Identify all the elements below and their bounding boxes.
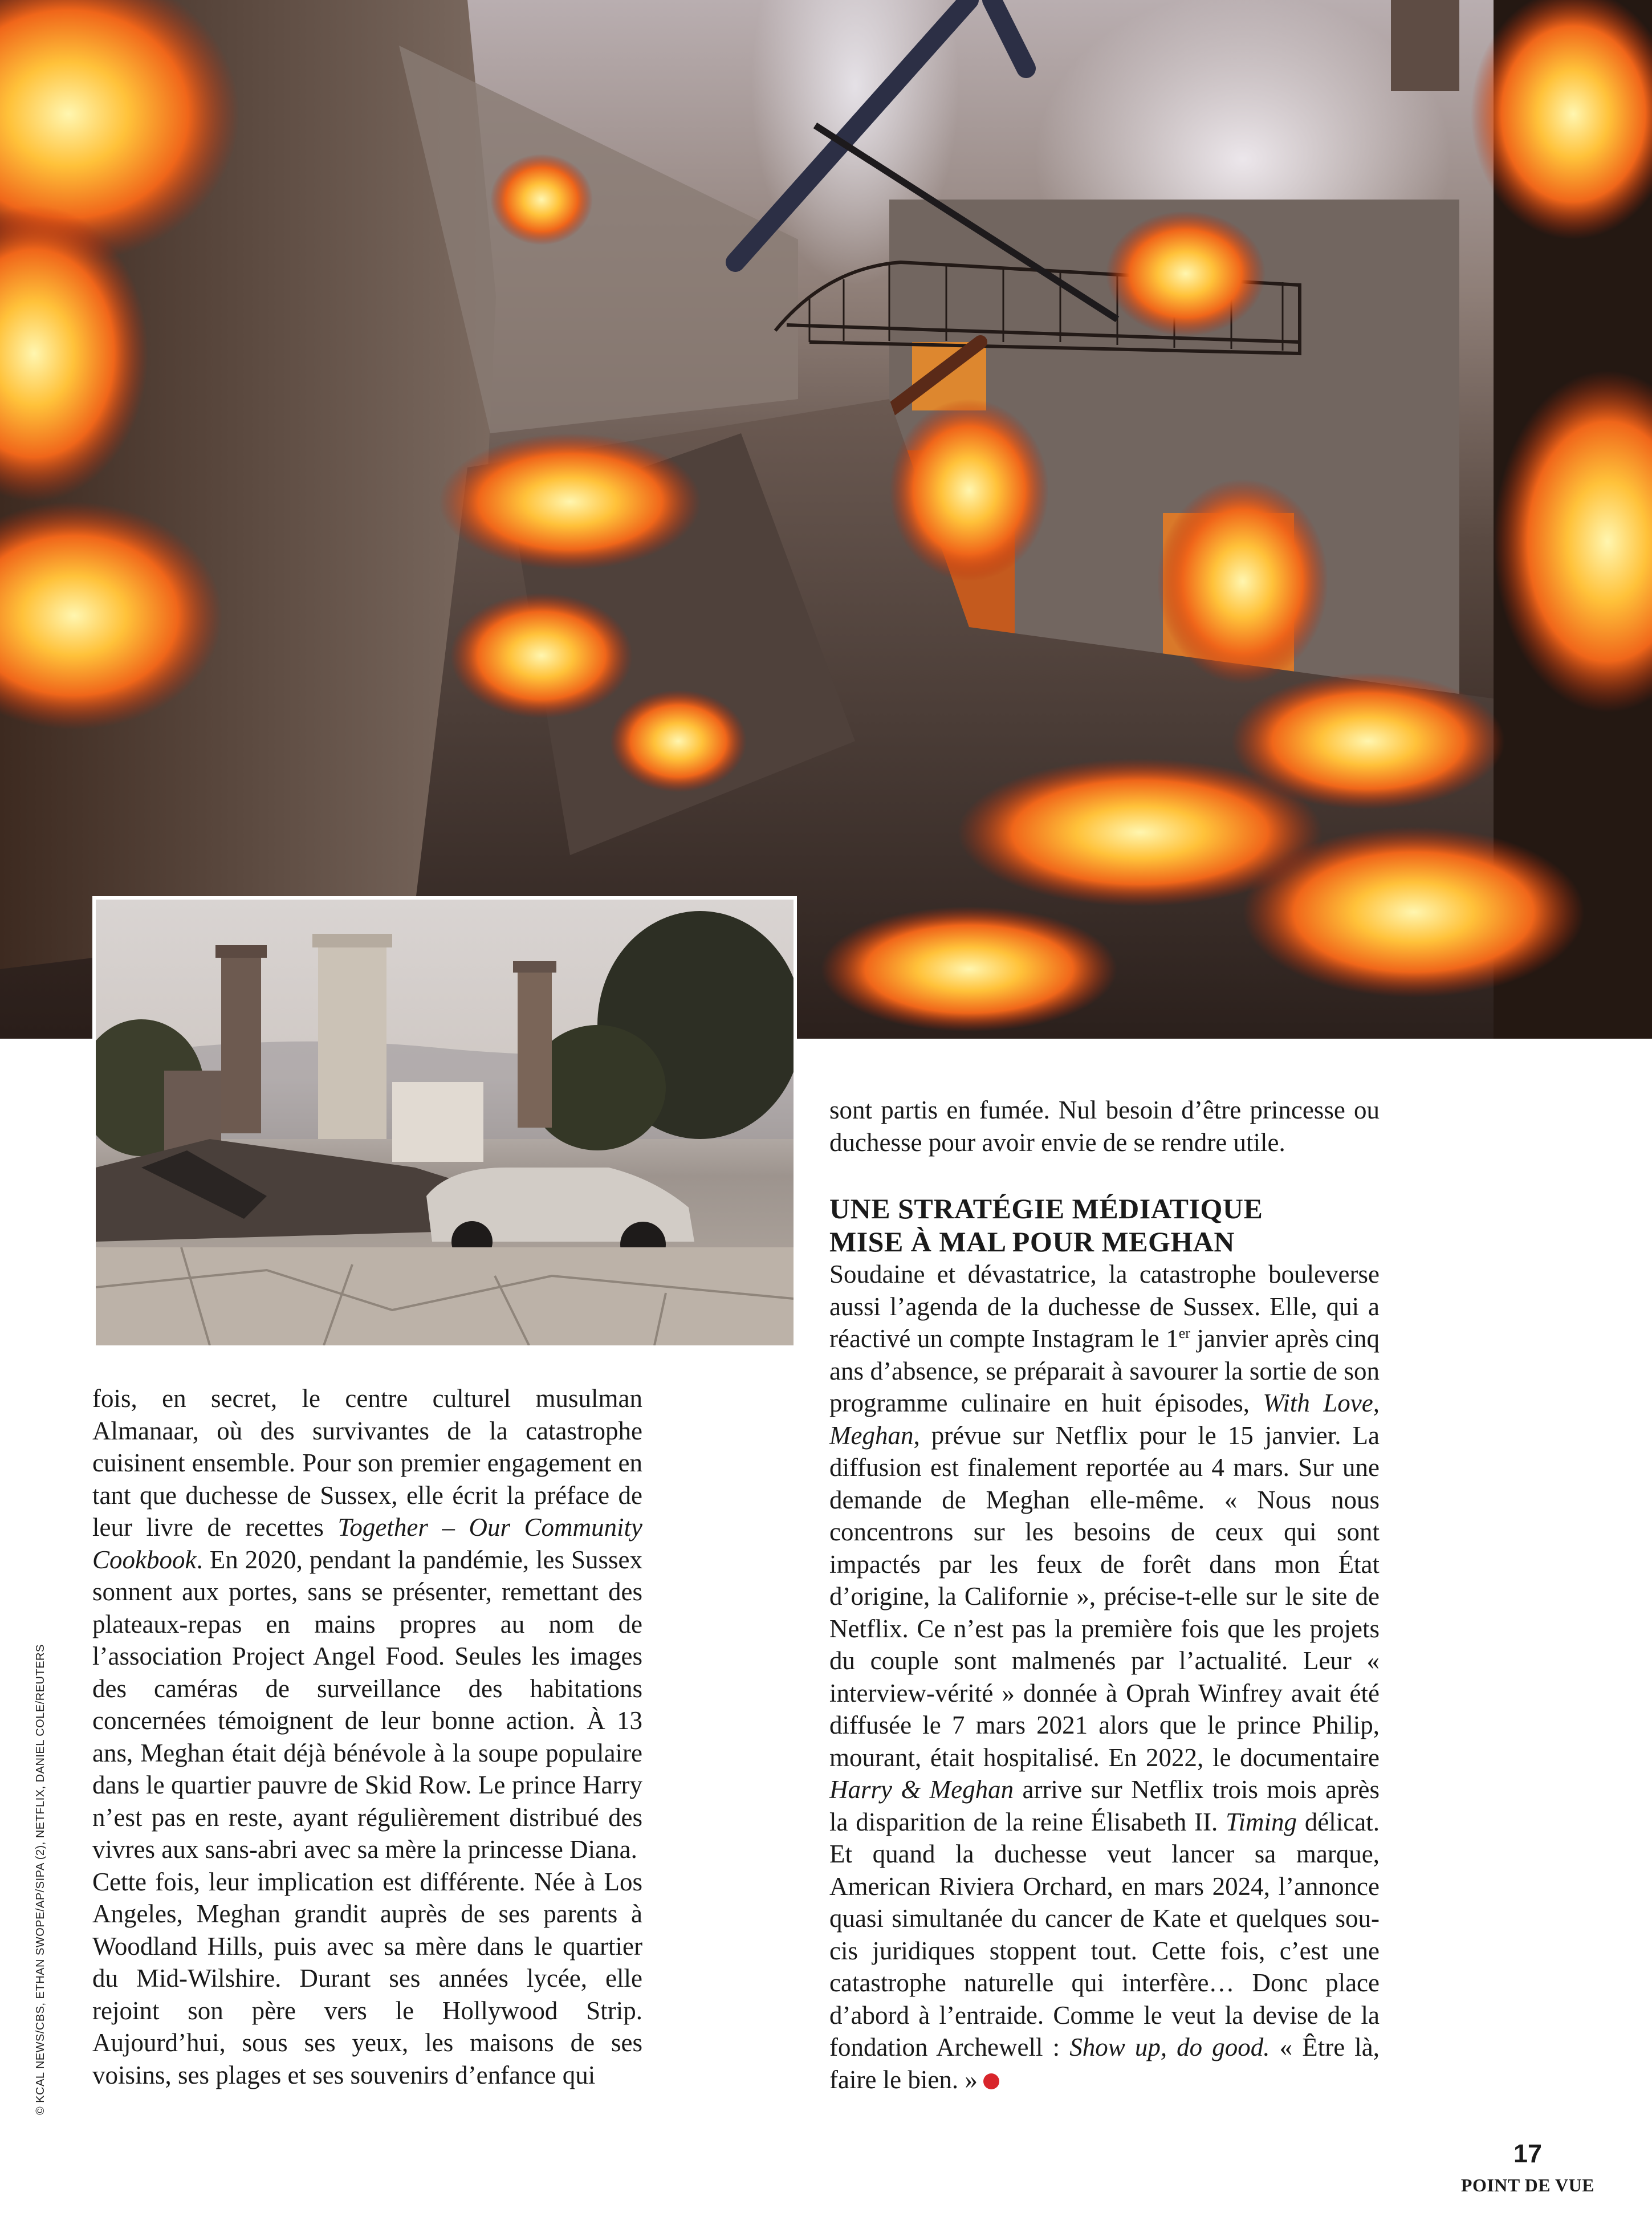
archewell-motto: Show up, do good. (1069, 2033, 1270, 2061)
right-text-column (829, 1094, 1380, 2096)
subhead-line-2: MISE À MAL POUR MEGHAN (829, 1226, 1235, 1258)
body-text-b: janvier après cinq ans d’absence, se préparait à savourer la sortie de son programme culinaire en huit épisodes, (829, 1324, 1380, 1417)
body-text-d: arrive sur Netflix trois mois après la disparition de la reine Élisabeth II. (829, 1775, 1380, 1836)
photo-credit: © KCAL NEWS/CBS, ETHAN SWOPE/AP/SIPA (2), NETFLIX, DANIEL COLE/REUTERS (34, 1644, 47, 2115)
superscript-er: er (1178, 1325, 1190, 1341)
left-paragraph-1-end: . En 2020, pendant la pandémie, les Sussex sonnent aux portes, sans se présenter, remettant des plateaux-repas en mains propres au nom de l’association Project Angel Food. Seules les images des caméras de surveillance des habitations concernées témoignent de leur bonne action. À 13 ans, Meghan était déjà bénévole à la soupe populaire dans le quartier pauvre de Skid Row. Le prince Harry n’est pas en reste, ayant régulièrement distribué des vivres aux sans-abri avec sa mère la princesse Diana. (92, 1545, 642, 1864)
left-text-column (92, 1382, 642, 2091)
inset-photo-illustration (96, 900, 794, 1345)
end-mark-dot-icon (983, 2073, 999, 2089)
right-body-paragraph (829, 1258, 1380, 2096)
book-title: Together – Our Community Cookbook (92, 1513, 643, 1574)
right-intro: sont partis en fumée. Nul besoin d’être princesse ou duchesse pour avoir envie de se rendre utile. (829, 1096, 1380, 1157)
hero-photo-illustration (0, 0, 1652, 1039)
page-number: 17 (1513, 2139, 1543, 2168)
left-paragraph-2: Cette fois, leur implication est différente. Née à Los Angeles, Meghan grandit auprès de ses parents à Woodland Hills, puis avec sa mère dans le quartier du Mid-Wilshire. Durant ses années lycée, elle rejoint son père vers le Hollywood Strip. Aujourd’hui, sous ses yeux, les maisons de ses voisins, ses plages et ses souvenirs d’enfance qui (92, 1867, 642, 2089)
inset-photo (92, 896, 797, 1349)
left-paragraph-1-text: fois, en secret, le centre culturel musulman Almanaar, où des survivantes de la catastrophe cuisinent ensemble. Pour son premier engagement en tant que duchesse de Sussex, elle écrit la préface de leur livre de recettes (92, 1384, 642, 1542)
body-text-c: , prévue sur Netflix pour le 15 janvier. La diffusion est finalement reportée au 4 mars. Sur une demande de Meghan elle-même. « Nous nous concentrons sur les besoins de ceux qui sont impactés par les feux de forêt dans mon État d’origine, la Californie », précise-t-elle sur le site de Netflix. Ce n’est pas la première fois que les projets du couple sont malmenés par l’actualité. Leur « interview-vérité » donnée à Oprah Winfrey avait été diffusée le 7 mars 2021 alors que le prince Philip, mourant, était hospitalisé. En 2022, le documentaire (829, 1421, 1380, 1772)
body-text-f: « Être là, faire le bien. » (829, 2033, 1380, 2094)
show-title: With Love, Meghan (829, 1389, 1380, 1450)
documentary-title: Harry & Meghan (829, 1775, 1014, 1804)
hero-photo (0, 0, 1652, 1039)
subhead-line-1: UNE STRATÉGIE MÉDIATIQUE (829, 1193, 1263, 1225)
body-text-e: délicat. Et quand la duchesse veut lancer sa marque, American Riviera Orchard, en mars 2024, l’annonce quasi simultanée du cancer de Kate et quelques soucis juridiques stoppent tout. Cette fois, c’est une catastrophe naturelle qui interfère… Donc place d’abord à l’entraide. Comme le veut la devise de la fondation Archewell : (829, 1807, 1380, 2061)
body-text-a: Soudaine et dévastatrice, la catastrophe bouleverse aussi l’agenda de la duchesse de Sussex. Elle, qui a réactivé un compte Instagram le 1 (829, 1260, 1380, 1353)
left-paragraph-1 (92, 1382, 642, 1866)
section-subhead (829, 1192, 1380, 1258)
magazine-name: POINT DE VUE (1460, 2175, 1595, 2195)
timing-word: Timing (1225, 1807, 1297, 1836)
